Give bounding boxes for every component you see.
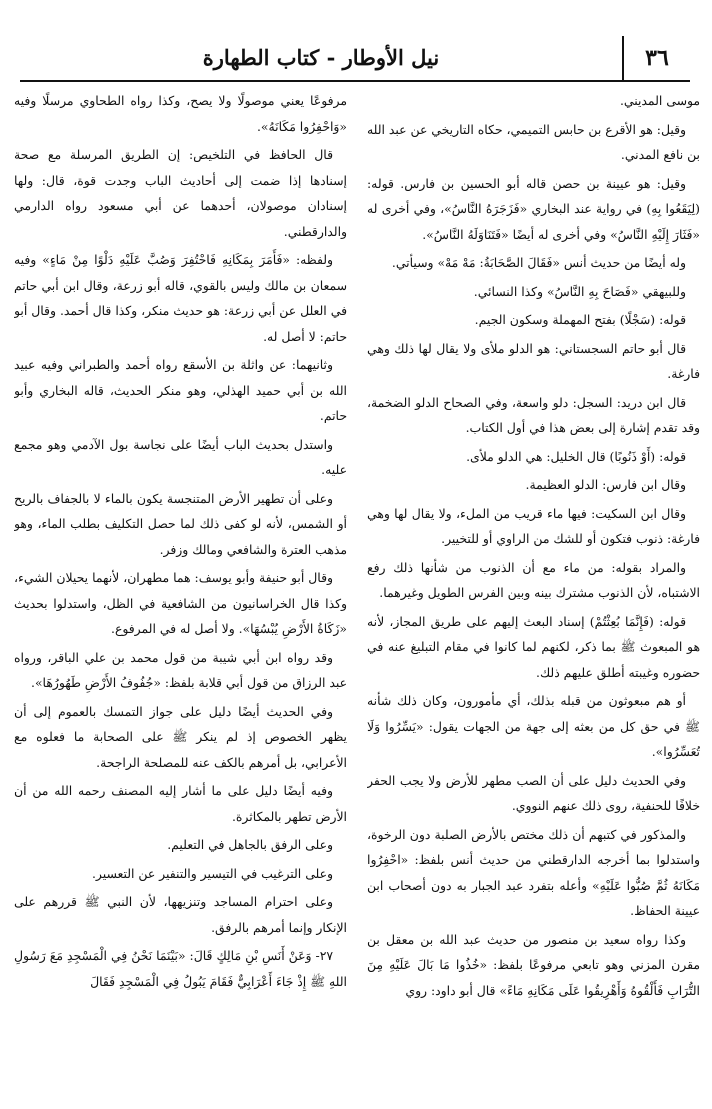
paragraph: قال أبو حاتم السجستاني: هو الدلو ملأى ولا يقال لها ذلك وهي فارغة.: [367, 340, 700, 381]
paragraph: وعلى أن تطهير الأرض المتنجسة يكون بالماء لا بالجفاف بالريح أو الشمس، لأنه لو كفى ذلك لما حصل التكليف بطلب الماء، وهو مذهب العترة والشافعي ومالك وزفر.: [14, 490, 347, 557]
paragraph: وعلى الترغيب في التيسير والتنفير عن التعسير.: [91, 865, 333, 881]
paragraph: وقال أبو حنيفة وأبو يوسف: هما مطهران، لأنهما يحيلان الشيء، وكذا قال الخراسانيون من الشافعية في الظل، واستدلوا بحديث «زَكَاةُ الأَرْضِ يُبْسُهَا». ولا أصل له في المرفوع.: [14, 570, 347, 636]
paragraph: وقيل: هو عيينة بن حصن قاله أبو الحسين بن فارس. قوله: (لِيَقَعُوا بِهِ) في رواية عند البخاري «فَزَجَرَهُ النَّاسُ»، وفي أخرى له «فَثَارَ إِلَيْهِ النَّاسُ» وفي أخرى له أيضًا «فَتَنَاوَلَهُ النَّاسُ».: [367, 175, 700, 242]
paragraph: والمذكور في كتبهم أن ذلك مختص بالأرض الصلبة دون الرخوة، واستدلوا بما أخرجه الدارقطني من حديث أنس بلفظ: «احْفِرُوا مَكَانَهُ ثُمَّ صُبُّوا عَلَيْهِ» وأعله بتفرد عبد الجبار به دون أصحاب ابن عيينة الحفاظ.: [367, 826, 700, 918]
left-column: [14, 88, 347, 1100]
paragraph: وفي الحديث أيضًا دليل على جواز التمسك بالعموم إلى أن يظهر الخصوص إذ لم ينكر ﷺ على الصحابة ما فعلوه مع الأعرابي، بل أمرهم بالكف عنه للمصلحة الراجحة.: [14, 703, 347, 770]
paragraph: وللبيهقي «فَصَاحَ بِهِ النَّاسُ» وكذا النسائي.: [473, 283, 686, 299]
paragraph: قال الحافظ في التلخيص: إن الطريق المرسلة مع صحة إسنادها إذا ضمت إلى أحاديث الباب وجدت قوة، قال: ولها إسنادان موصولان، أحدهما عن أبي مسعود رواه الدارمي والدارقطني.: [14, 147, 347, 239]
paragraph: ولفظه: «فَأَمَرَ بِمَكَانِهِ فَاحْتُفِرَ وَصُبَّ عَلَيْهِ دَلْوًا مِنْ مَاءٍ» وفيه سمعان بن مالك وليس بالقوي، قاله أبو زرعة، وقال ابن أبي حاتم في العلل عن أبي زرعة: هو حديث منكر، وكذا قال أحمد. وقال أبو حاتم: لا أصل له.: [14, 252, 347, 344]
paragraph: واستدل بحديث الباب أيضًا على نجاسة بول الآدمي وهو مجمع عليه.: [14, 436, 347, 477]
paragraph: وقيل: هو الأقرع بن حابس التميمي، حكاه التاريخي عن عبد الله بن نافع المدني.: [367, 121, 700, 162]
paragraph: وثانيهما: عن واثلة بن الأسقع رواه أحمد والطبراني وفيه عبيد الله بن أبي حميد الهذلي، وهو منكر الحديث، قاله البخاري وأبو حاتم.: [14, 357, 347, 423]
paragraph: وعلى الرفق بالجاهل في التعليم.: [167, 837, 333, 852]
paragraph: موسى المديني.: [619, 93, 700, 108]
paragraph: وفي الحديث دليل على أن الصب مطهر للأرض ولا يجب الحفر خلافًا للحنفية، روى ذلك عنهم النووي.: [367, 772, 700, 813]
paragraph: قوله: (فَإِنَّمَا بُعِثْتُمْ) إسناد البعث إليهم على طريق المجاز، لأنه هو المبعوث ﷺ بما ذكر، لكنهم لما كانوا في مقام التبليغ عنه في حضوره وغيبته أطلق عليهم ذلك.: [367, 613, 700, 680]
text-columns: [14, 88, 700, 1100]
right-column: [367, 88, 700, 1100]
paragraph: مرفوعًا يعني موصولًا ولا يصح، وكذا رواه الطحاوي مرسلًا وفيه «وَاحْفِرُوا مَكَانَهُ».: [14, 93, 347, 134]
paragraph: وفيه أيضًا دليل على ما أشار إليه المصنف رحمه الله من أن الأرض تطهر بالمكاثرة.: [14, 783, 347, 824]
hadith-text: ٢٧- وَعَنْ أَنَسِ بْنِ مَالِكٍ قَالَ: «بَيْنَمَا نَحْنُ فِي الْمَسْجِدِ مَعَ رَسُولِ اللهِ ﷺ إِذْ جَاءَ أَعْرَابِيٌّ فَقَامَ يَبُولُ فِي الْمَسْجِدِ فَقَالَ: [14, 948, 347, 989]
book-title: نيل الأوطار - كتاب الطهارة: [202, 45, 440, 70]
paragraph: وعلى احترام المساجد وتنزيهها، لأن النبي ﷺ قررهم على الإنكار وإنما أمرهم بالرفق.: [14, 894, 347, 935]
paragraph: وقد رواه ابن أبي شيبة من قول محمد بن علي الباقر، ورواه عبد الرزاق من قول أبي قلابة بلفظ: «جُفُوفُ الأَرْضِ طَهُورُهَا».: [14, 649, 347, 690]
paragraph: وقال ابن السكيت: فيها ماء قريب من الملء، ولا يقال لها وهي فارغة: ذنوب فتكون أو للشك من الراوي أو للتخيير.: [367, 505, 700, 546]
running-header: [20, 36, 690, 82]
paragraph: والمراد بقوله: من ماء مع أن الذنوب من شأنها ذلك رفع الاشتباه، لأن الذنوب مشترك بينه وبين الفرس الطويل وغيرهما.: [367, 559, 700, 600]
paragraph: قال ابن دريد: السجل: دلو واسعة، وفي الصحاح الدلو الضخمة، وقد تقدم إشارة إلى بعض هذا في أول الكتاب.: [367, 394, 700, 435]
paragraph: وله أيضًا من حديث أنس «فَقَالَ الصَّحَابَةُ: مَهْ مَهْ» وسيأتي.: [391, 255, 686, 270]
page-number: ٣٦: [622, 36, 690, 80]
paragraph: قوله: (سَجْلًا) بفتح المهملة وسكون الجيم.: [474, 312, 686, 327]
paragraph: وكذا رواه سعيد بن منصور من حديث عبد الله بن معقل بن مقرن المزني وهو تابعي مرفوعًا بلفظ: «خُذُوا مَا بَالَ عَلَيْهِ مِنَ التُّرَابِ فَأَلْقُوهُ وَأَهْرِيقُوا عَلَى مَكَانِهِ مَاءً» قال أبو داود: روي: [367, 931, 700, 998]
paragraph: وقال ابن فارس: الدلو العظيمة.: [525, 477, 686, 492]
paragraph: قوله: (أَوْ ذَنُوبًا) قال الخليل: هي الدلو ملأى.: [466, 448, 686, 464]
paragraph: أو هم مبعوثون من قبله بذلك، أي مأمورون، وكان ذلك شأنه ﷺ في حق كل من بعثه إلى جهة من الجهات يقول: «يَسِّرُوا وَلَا تُعَسِّرُوا».: [367, 693, 700, 759]
